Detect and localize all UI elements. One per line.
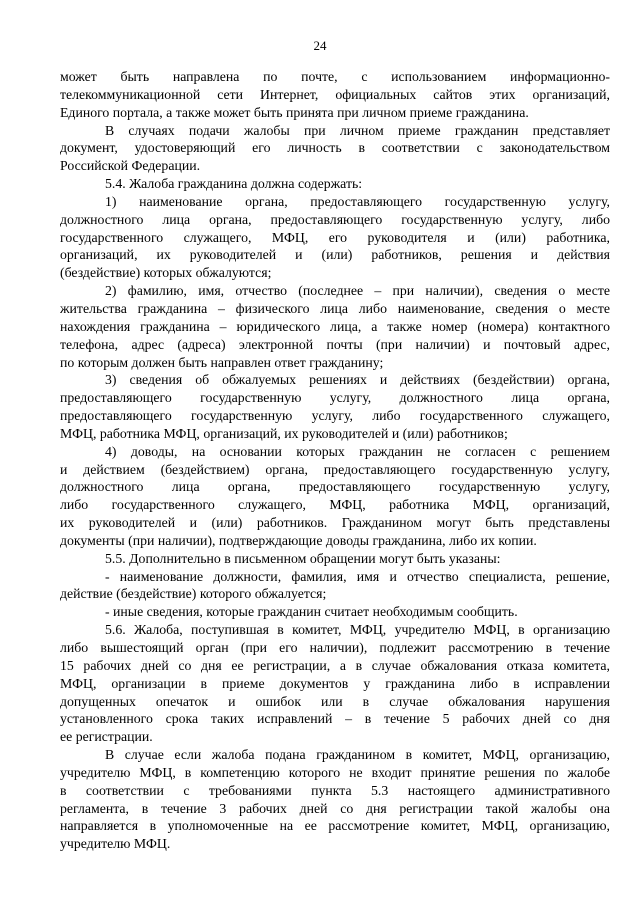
text-line: (бездействие) которых обжалуются; xyxy=(60,265,272,281)
text-line: 5.4. Жалоба гражданина должна содержать: xyxy=(105,176,363,192)
text-line: учредителю МФЦ. xyxy=(60,836,171,852)
text-line: В случае если жалоба подана гражданином в комитет, МФЦ, организацию, xyxy=(105,747,610,763)
text-line: нахождения гражданина – юридического лица, а также номер (номера) контактного xyxy=(60,318,610,334)
text-line: - наименование должности, фамилия, имя и отчество специалиста, решение, xyxy=(105,568,610,584)
text-line: МФЦ, работника МФЦ, организаций, их руководителей и (или) работников; xyxy=(60,425,508,441)
text-line: документ, удостоверяющий его личность в соответствии с законодательством xyxy=(60,140,610,156)
text-line: действие (бездействие) которого обжалуется; xyxy=(60,586,327,602)
text-line: - иные сведения, которые гражданин считает необходимым сообщить. xyxy=(105,604,518,620)
text-line: либо государственного служащего, МФЦ, работника МФЦ, организаций, xyxy=(60,497,610,513)
text-line: предоставляющего государственную услугу, либо государственного служащего, xyxy=(60,408,610,424)
text-line: 15 рабочих дней со дня ее регистрации, а в случае обжалования отказа комитета, xyxy=(60,657,610,673)
text-line: 4) доводы, на основании которых гражданин не согласен с решением xyxy=(105,443,610,459)
text-line: учредителю МФЦ, в компетенцию которого не входит принятие решения по жалобе xyxy=(60,764,610,780)
text-line: организаций, их руководителей и (или) работников, решения и действия xyxy=(60,247,610,263)
text-line: направляется в уполномоченные на ее рассмотрение комитет, МФЦ, организацию, xyxy=(60,818,610,834)
document-body xyxy=(60,68,610,853)
text-line: 5.5. Дополнительно в письменном обращении могут быть указаны: xyxy=(105,550,501,566)
text-line: допущенных опечаток и ошибок или в случае обжалования нарушения xyxy=(60,693,610,709)
text-line: В случаях подачи жалобы при личном приеме гражданин представляет xyxy=(105,122,610,138)
text-line: документы (при наличии), подтверждающие доводы гражданина, либо их копии. xyxy=(60,532,537,548)
text-line: Российской Федерации. xyxy=(60,158,201,174)
text-line: 5.6. Жалоба, поступившая в комитет, МФЦ, учредителю МФЦ, в организацию xyxy=(105,622,610,638)
text-line: может быть направлена по почте, с использованием информационно- xyxy=(60,69,610,84)
text-line: либо вышестоящий орган (при его наличии), подлежит рассмотрению в течение xyxy=(60,640,610,655)
text-line: и действием (бездействием) органа, предоставляющего государственную услугу, xyxy=(60,461,610,477)
text-line: ее регистрации. xyxy=(60,729,153,745)
text-line: их руководителей и (или) работников. Гражданином могут быть представлены xyxy=(60,515,610,531)
page-number: 24 xyxy=(313,38,327,53)
text-line: должностного лица органа, предоставляющего государственную услугу, xyxy=(60,479,610,495)
text-line: должностного лица органа, предоставляющего государственную услугу, либо xyxy=(60,211,610,227)
text-line: 3) сведения об обжалуемых решениях и действиях (бездействии) органа, xyxy=(105,372,610,388)
text-line: государственного служащего, МФЦ, его руководителя и (или) работника, xyxy=(60,229,610,245)
text-line: установленного срока таких исправлений – в течение 5 рабочих дней со дня xyxy=(60,711,610,727)
text-line: по которым должен быть направлен ответ гражданину; xyxy=(60,354,384,370)
text-line: предоставляющего государственную услугу, должностного лица органа, xyxy=(60,390,610,406)
text-line: регламента, в течение 3 рабочих дней со дня регистрации такой жалобы она xyxy=(60,800,610,816)
text-line: телефона, адрес (адреса) электронной почты (при наличии) и почтовый адрес, xyxy=(60,336,610,352)
text-line: телекоммуникационной сети Интернет, официальных сайтов этих организаций, xyxy=(60,86,610,102)
text-line: жительства гражданина – физического лица либо наименование, сведения о месте xyxy=(60,300,610,316)
text-line: в соответствии с требованиями пункта 5.3 настоящего административного xyxy=(60,782,610,798)
text-line: 2) фамилию, имя, отчество (последнее – при наличии), сведения о месте xyxy=(105,283,610,299)
text-line: 1) наименование органа, предоставляющего государственную услугу, xyxy=(105,193,610,209)
text-line: Единого портала, а также может быть принята при личном приеме гражданина. xyxy=(60,104,529,120)
text-line: МФЦ, организации в приеме документов у гражданина либо в исправлении xyxy=(60,675,610,691)
